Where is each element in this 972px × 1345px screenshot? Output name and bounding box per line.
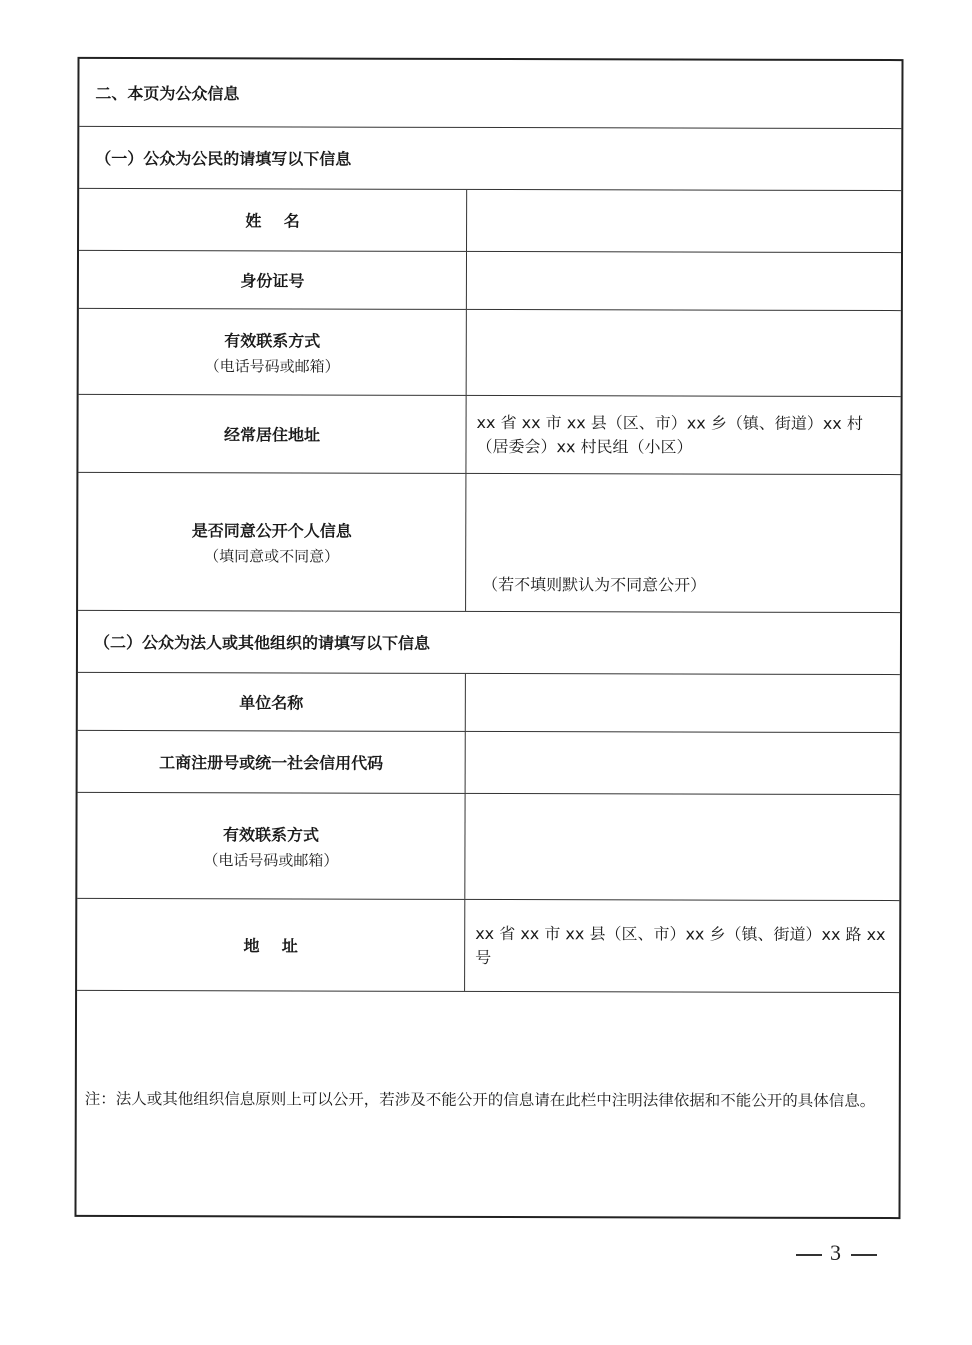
citizen-contact-row <box>79 309 901 397</box>
note-text: 注：法人或其他组织信息原则上可以公开，若涉及不能公开的信息请在此栏中注明法律依据和不能公开的具体信息。 <box>84 1089 876 1111</box>
org-name-row <box>78 673 900 733</box>
field-label: 地 址 <box>77 899 465 991</box>
citizen-address-row <box>78 395 900 475</box>
org-address-row <box>77 899 899 993</box>
citizen-address-field[interactable]: xx 省 xx 市 xx 县（区、市）xx 乡（镇、街道）xx 村（居委会）xx 村民组（小区） <box>476 412 863 457</box>
org-contact-field[interactable] <box>465 794 899 900</box>
field-label: 是否同意公开个人信息 （填同意或不同意） <box>78 473 466 611</box>
org-contact-row <box>77 793 899 901</box>
citizen-name-field[interactable] <box>467 190 901 252</box>
org-code-row <box>78 731 900 795</box>
field-label: 姓 名 <box>79 189 467 251</box>
field-label: 工商注册号或统一社会信用代码 <box>78 731 466 793</box>
field-label: 单位名称 <box>78 673 466 731</box>
field-label: 经常居住地址 <box>78 395 466 473</box>
field-label: 有效联系方式 （电话号码或邮箱） <box>79 309 467 395</box>
public-info-form <box>74 57 903 1219</box>
field-label: 身份证号 <box>79 251 467 309</box>
section-title <box>79 59 901 129</box>
dash-decoration <box>796 1254 822 1256</box>
note-box[interactable] <box>76 991 899 1217</box>
citizen-consent-field[interactable]: （若不填则默认为不同意公开） <box>482 574 707 595</box>
citizen-consent-row <box>78 473 900 613</box>
field-label: 有效联系方式 （电话号码或邮箱） <box>77 793 465 899</box>
citizen-heading <box>79 127 901 191</box>
dash-decoration <box>851 1254 877 1256</box>
organization-heading <box>78 611 900 675</box>
page-number <box>788 1240 885 1266</box>
citizen-heading-text: （一）公众为公民的请填写以下信息 <box>95 148 352 169</box>
citizen-contact-field[interactable] <box>467 310 901 396</box>
org-name-field[interactable] <box>466 674 900 732</box>
organization-heading-text: （二）公众为法人或其他组织的请填写以下信息 <box>93 632 431 653</box>
page-number-text: 3 <box>830 1240 843 1265</box>
citizen-id-row <box>79 251 901 311</box>
citizen-name-row <box>79 189 901 253</box>
citizen-id-field[interactable] <box>467 252 901 310</box>
org-code-field[interactable] <box>466 732 900 794</box>
section-title-text: 二、本页为公众信息 <box>95 83 240 104</box>
org-address-field[interactable]: xx 省 xx 市 xx 县（区、市）xx 乡（镇、街道）xx 路 xx 号 <box>475 923 886 967</box>
